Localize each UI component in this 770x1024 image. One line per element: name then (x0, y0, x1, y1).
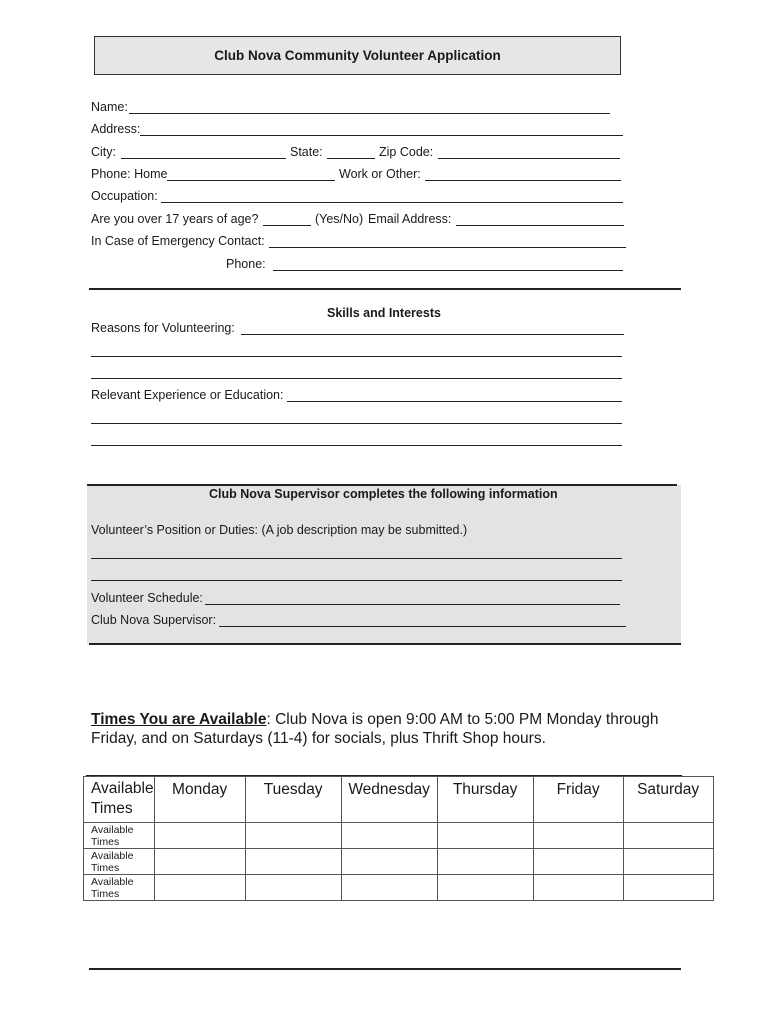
occupation-field[interactable] (161, 202, 623, 203)
availability-table (83, 776, 714, 901)
email-label: Email Address: (368, 212, 452, 226)
email-field[interactable] (456, 225, 624, 226)
position-line-2[interactable] (91, 580, 622, 581)
yes-no-label: (Yes/No) (315, 212, 364, 226)
availability-text (91, 710, 691, 748)
state-label: State: (290, 145, 323, 159)
experience-field[interactable] (287, 401, 622, 402)
supervisor-top-border (87, 484, 677, 486)
day-header-friday: Friday (533, 777, 623, 823)
corner-cell (84, 777, 155, 823)
reasons-label: Reasons for Volunteering: (91, 321, 235, 335)
emergency-label: In Case of Emergency Contact: (91, 234, 265, 248)
emergency-phone-label: Phone: (226, 257, 266, 271)
table-row (84, 849, 714, 875)
zip-field[interactable] (438, 158, 620, 159)
address-field[interactable] (140, 135, 623, 136)
time-cell[interactable] (341, 849, 437, 875)
reasons-line-2[interactable] (91, 356, 622, 357)
work-other-field[interactable] (425, 180, 621, 181)
time-cell[interactable] (533, 875, 623, 901)
position-label: Volunteer’s Position or Duties: (A job description may be submitted.) (91, 523, 468, 537)
experience-line-2[interactable] (91, 423, 622, 424)
time-cell[interactable] (154, 849, 245, 875)
over17-label: Are you over 17 years of age? (91, 212, 259, 226)
name-field[interactable] (129, 113, 610, 114)
corner-label-available: Available (91, 780, 154, 797)
state-field[interactable] (327, 158, 375, 159)
phone-home-field[interactable] (167, 180, 335, 181)
reasons-field[interactable] (241, 334, 624, 335)
row-label: Available Times (84, 849, 155, 875)
schedule-field[interactable] (205, 604, 620, 605)
over17-field[interactable] (263, 225, 311, 226)
time-cell[interactable] (437, 823, 533, 849)
footer-divider (89, 968, 681, 970)
occupation-label: Occupation: (91, 189, 158, 203)
time-cell[interactable] (623, 849, 713, 875)
experience-label: Relevant Experience or Education: (91, 388, 284, 402)
time-cell[interactable] (154, 823, 245, 849)
supervisor-heading: Club Nova Supervisor completes the following information (209, 487, 558, 501)
reasons-line-3[interactable] (91, 378, 622, 379)
address-label: Address: (91, 122, 141, 136)
table-header-row (84, 777, 714, 823)
time-cell[interactable] (533, 823, 623, 849)
section-divider (89, 288, 681, 290)
day-header-monday: Monday (154, 777, 245, 823)
day-header-saturday: Saturday (623, 777, 713, 823)
form-title: Club Nova Community Volunteer Application (94, 36, 621, 75)
day-header-thursday: Thursday (437, 777, 533, 823)
time-cell[interactable] (623, 823, 713, 849)
time-cell[interactable] (245, 875, 341, 901)
table-row (84, 823, 714, 849)
row-label: Available Times (84, 823, 155, 849)
emergency-phone-field[interactable] (273, 270, 623, 271)
zip-label: Zip Code: (379, 145, 434, 159)
city-field[interactable] (121, 158, 286, 159)
emergency-field[interactable] (269, 247, 626, 248)
time-cell[interactable] (245, 823, 341, 849)
availability-heading: Times You are Available (91, 711, 267, 728)
table-row (84, 875, 714, 901)
availability-description: : Club Nova is open 9:00 AM to 5:00 PM Monday through Friday, and on Saturdays (11-4) for socials, plus Thrift Shop hours. (91, 711, 659, 747)
phone-home-label: Phone: Home (91, 167, 168, 181)
work-other-label: Work or Other: (339, 167, 421, 181)
row-label: Available Times (84, 875, 155, 901)
time-cell[interactable] (533, 849, 623, 875)
supervisor-bottom-border (89, 643, 681, 645)
time-cell[interactable] (623, 875, 713, 901)
name-label: Name: (91, 100, 128, 114)
time-cell[interactable] (437, 849, 533, 875)
supervisor-field[interactable] (219, 626, 626, 627)
time-cell[interactable] (154, 875, 245, 901)
time-cell[interactable] (437, 875, 533, 901)
time-cell[interactable] (245, 849, 341, 875)
supervisor-label: Club Nova Supervisor: (91, 613, 217, 627)
schedule-label: Volunteer Schedule: (91, 591, 203, 605)
position-line-1[interactable] (91, 558, 622, 559)
corner-label-times: Times (91, 800, 133, 817)
day-header-tuesday: Tuesday (245, 777, 341, 823)
skills-heading: Skills and Interests (327, 306, 441, 320)
time-cell[interactable] (341, 823, 437, 849)
day-header-wednesday: Wednesday (341, 777, 437, 823)
time-cell[interactable] (341, 875, 437, 901)
experience-line-3[interactable] (91, 445, 622, 446)
city-label: City: (91, 145, 116, 159)
